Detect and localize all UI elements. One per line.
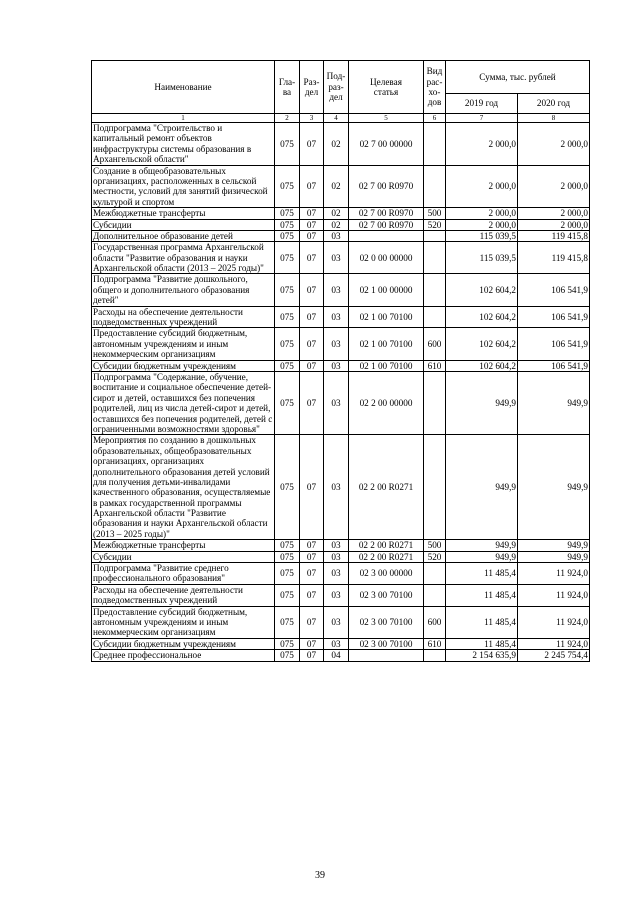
header-glava: Гла- ва — [275, 61, 300, 114]
row-celevaya-statya: 02 7 00 00000 — [349, 123, 424, 166]
row-amount-2019: 2 154 635,9 — [446, 650, 518, 661]
row-amount-2020: 119 415,8 — [518, 230, 590, 241]
row-razdel: 07 — [300, 208, 324, 219]
row-celevaya-statya: 02 1 00 00000 — [349, 274, 424, 306]
row-glava: 075 — [275, 165, 300, 208]
row-vid-rashodov: 610 — [424, 360, 446, 371]
table-row — [92, 360, 590, 371]
row-glava: 075 — [275, 551, 300, 562]
row-razdel: 07 — [300, 328, 324, 360]
row-name: Государственная программа Архангельской области "Развитие образования и науки Архангельской области (2013 – 2025 годы)" — [92, 242, 275, 274]
page-number: 39 — [315, 870, 325, 881]
row-podrazdel: 02 — [324, 208, 349, 219]
row-razdel: 07 — [300, 540, 324, 551]
row-razdel: 07 — [300, 123, 324, 166]
row-amount-2020: 106 541,9 — [518, 274, 590, 306]
row-podrazdel: 03 — [324, 551, 349, 562]
row-amount-2019: 11 485,4 — [446, 606, 518, 638]
row-glava: 075 — [275, 638, 300, 649]
row-razdel: 07 — [300, 165, 324, 208]
column-index: 2 — [275, 114, 300, 123]
row-podrazdel: 03 — [324, 328, 349, 360]
row-celevaya-statya: 02 1 00 70100 — [349, 306, 424, 328]
row-vid-rashodov — [424, 435, 446, 540]
row-amount-2020: 11 924,0 — [518, 606, 590, 638]
row-amount-2019: 949,9 — [446, 540, 518, 551]
row-podrazdel: 03 — [324, 242, 349, 274]
row-vid-rashodov — [424, 584, 446, 606]
row-celevaya-statya: 02 0 00 00000 — [349, 242, 424, 274]
row-razdel: 07 — [300, 435, 324, 540]
header-year-2020: 2020 год — [518, 94, 590, 114]
row-name: Подпрограмма "Развитие дошкольного, общего и дополнительного образования детей" — [92, 274, 275, 306]
column-index-row — [92, 114, 590, 123]
row-razdel: 07 — [300, 371, 324, 434]
row-amount-2019: 2 000,0 — [446, 123, 518, 166]
column-index: 6 — [424, 114, 446, 123]
column-index: 5 — [349, 114, 424, 123]
row-vid-rashodov: 610 — [424, 638, 446, 649]
column-index: 3 — [300, 114, 324, 123]
row-glava: 075 — [275, 435, 300, 540]
row-amount-2020: 949,9 — [518, 435, 590, 540]
row-podrazdel: 03 — [324, 638, 349, 649]
row-celevaya-statya: 02 1 00 70100 — [349, 360, 424, 371]
row-amount-2019: 102 604,2 — [446, 360, 518, 371]
row-vid-rashodov: 600 — [424, 328, 446, 360]
row-glava: 075 — [275, 274, 300, 306]
column-index: 1 — [92, 114, 275, 123]
row-glava: 075 — [275, 606, 300, 638]
row-podrazdel: 03 — [324, 540, 349, 551]
row-amount-2019: 2 000,0 — [446, 165, 518, 208]
row-razdel: 07 — [300, 563, 324, 585]
row-razdel: 07 — [300, 584, 324, 606]
row-vid-rashodov — [424, 230, 446, 241]
row-amount-2020: 106 541,9 — [518, 328, 590, 360]
row-glava: 075 — [275, 328, 300, 360]
row-amount-2020: 2 000,0 — [518, 123, 590, 166]
row-celevaya-statya: 02 3 00 00000 — [349, 563, 424, 585]
row-amount-2019: 949,9 — [446, 435, 518, 540]
row-name: Подпрограмма "Развитие среднего профессионального образования" — [92, 563, 275, 585]
row-podrazdel: 03 — [324, 306, 349, 328]
row-vid-rashodov: 520 — [424, 219, 446, 230]
table-row — [92, 274, 590, 306]
row-podrazdel: 03 — [324, 435, 349, 540]
row-celevaya-statya — [349, 650, 424, 661]
row-vid-rashodov: 500 — [424, 208, 446, 219]
row-name: Межбюджетные трансферты — [92, 208, 275, 219]
row-vid-rashodov — [424, 242, 446, 274]
table-body — [92, 123, 590, 662]
row-name: Расходы на обеспечение деятельности подведомственных учреждений — [92, 584, 275, 606]
budget-table — [91, 60, 590, 662]
row-amount-2020: 106 541,9 — [518, 360, 590, 371]
table-row — [92, 208, 590, 219]
row-podrazdel: 02 — [324, 219, 349, 230]
header-razdel: Раз- дел — [300, 61, 324, 114]
row-name: Мероприятия по созданию в дошкольных образовательных, общеобразовательных организациях, организациях дополнительного образования детей условий для получения детьми-инвалидами качественного образования, осуществляемые в рамках государственной программы Архангельской области "Развитие образования и науки Архангельской области (2013 – 2025 годы)" — [92, 435, 275, 540]
row-celevaya-statya: 02 2 00 R0271 — [349, 540, 424, 551]
row-podrazdel: 02 — [324, 123, 349, 166]
row-amount-2020: 11 924,0 — [518, 584, 590, 606]
row-amount-2019: 11 485,4 — [446, 563, 518, 585]
row-amount-2019: 949,9 — [446, 371, 518, 434]
row-glava: 075 — [275, 563, 300, 585]
table-row — [92, 165, 590, 208]
row-podrazdel: 03 — [324, 563, 349, 585]
row-celevaya-statya — [349, 230, 424, 241]
header-celevaya-statya: Целевая статья — [349, 61, 424, 114]
row-glava: 075 — [275, 360, 300, 371]
column-index: 8 — [518, 114, 590, 123]
row-razdel: 07 — [300, 638, 324, 649]
row-razdel: 07 — [300, 360, 324, 371]
header-podrazdel: Под- раз- дел — [324, 61, 349, 114]
table-row — [92, 306, 590, 328]
row-glava: 075 — [275, 242, 300, 274]
column-index: 7 — [446, 114, 518, 123]
row-vid-rashodov — [424, 371, 446, 434]
row-glava: 075 — [275, 123, 300, 166]
row-name: Создание в общеобразовательных организациях, расположенных в сельской местности, условий для занятий физической культурой и спортом — [92, 165, 275, 208]
row-celevaya-statya: 02 3 00 70100 — [349, 606, 424, 638]
row-celevaya-statya: 02 2 00 R0271 — [349, 435, 424, 540]
row-vid-rashodov — [424, 274, 446, 306]
row-amount-2020: 2 000,0 — [518, 208, 590, 219]
row-amount-2019: 102 604,2 — [446, 306, 518, 328]
table-row — [92, 435, 590, 540]
table-row — [92, 242, 590, 274]
row-name: Субсидии бюджетным учреждениям — [92, 638, 275, 649]
row-amount-2020: 949,9 — [518, 540, 590, 551]
row-celevaya-statya: 02 2 00 00000 — [349, 371, 424, 434]
row-amount-2019: 102 604,2 — [446, 328, 518, 360]
row-razdel: 07 — [300, 606, 324, 638]
row-razdel: 07 — [300, 551, 324, 562]
table-row — [92, 123, 590, 166]
row-amount-2019: 102 604,2 — [446, 274, 518, 306]
header-summa: Сумма, тыс. рублей — [446, 61, 590, 94]
table-row — [92, 638, 590, 649]
row-razdel: 07 — [300, 650, 324, 661]
table-row — [92, 551, 590, 562]
row-celevaya-statya: 02 3 00 70100 — [349, 584, 424, 606]
row-name: Дополнительное образование детей — [92, 230, 275, 241]
row-name: Субсидии — [92, 219, 275, 230]
row-name: Предоставление субсидий бюджетным, автономным учреждениям и иным некоммерческим организациям — [92, 606, 275, 638]
header-vid-rashodov: Вид рас- хо- дов — [424, 61, 446, 114]
header-year-2019: 2019 год — [446, 94, 518, 114]
row-name: Предоставление субсидий бюджетным, автономным учреждениям и иным некоммерческим организациям — [92, 328, 275, 360]
row-podrazdel: 03 — [324, 584, 349, 606]
row-amount-2019: 2 000,0 — [446, 219, 518, 230]
table-row — [92, 606, 590, 638]
row-name: Среднее профессиональное — [92, 650, 275, 661]
table-row — [92, 328, 590, 360]
row-podrazdel: 03 — [324, 606, 349, 638]
table-row — [92, 230, 590, 241]
row-amount-2020: 2 000,0 — [518, 219, 590, 230]
row-vid-rashodov — [424, 165, 446, 208]
column-index: 4 — [324, 114, 349, 123]
row-glava: 075 — [275, 230, 300, 241]
table-row — [92, 563, 590, 585]
row-glava: 075 — [275, 650, 300, 661]
row-glava: 075 — [275, 584, 300, 606]
row-podrazdel: 02 — [324, 165, 349, 208]
row-celevaya-statya: 02 7 00 R0970 — [349, 219, 424, 230]
row-name: Межбюджетные трансферты — [92, 540, 275, 551]
row-vid-rashodov — [424, 123, 446, 166]
row-name: Расходы на обеспечение деятельности подведомственных учреждений — [92, 306, 275, 328]
row-podrazdel: 03 — [324, 230, 349, 241]
row-amount-2019: 11 485,4 — [446, 584, 518, 606]
row-celevaya-statya: 02 3 00 70100 — [349, 638, 424, 649]
row-amount-2019: 115 039,5 — [446, 230, 518, 241]
row-amount-2019: 115 039,5 — [446, 242, 518, 274]
table-row — [92, 371, 590, 434]
row-celevaya-statya: 02 1 00 70100 — [349, 328, 424, 360]
row-amount-2020: 11 924,0 — [518, 563, 590, 585]
row-razdel: 07 — [300, 274, 324, 306]
row-podrazdel: 03 — [324, 371, 349, 434]
row-amount-2020: 106 541,9 — [518, 306, 590, 328]
row-glava: 075 — [275, 540, 300, 551]
row-glava: 075 — [275, 219, 300, 230]
row-podrazdel: 03 — [324, 274, 349, 306]
row-name: Подпрограмма "Строительство и капитальный ремонт объектов инфраструктуры системы образования в Архангельской области" — [92, 123, 275, 166]
row-amount-2019: 949,9 — [446, 551, 518, 562]
row-razdel: 07 — [300, 219, 324, 230]
row-podrazdel: 03 — [324, 360, 349, 371]
row-glava: 075 — [275, 306, 300, 328]
row-amount-2020: 949,9 — [518, 551, 590, 562]
row-vid-rashodov: 600 — [424, 606, 446, 638]
row-vid-rashodov — [424, 650, 446, 661]
row-vid-rashodov: 500 — [424, 540, 446, 551]
row-amount-2020: 119 415,8 — [518, 242, 590, 274]
row-vid-rashodov — [424, 563, 446, 585]
table-row — [92, 650, 590, 661]
row-vid-rashodov: 520 — [424, 551, 446, 562]
row-name: Субсидии бюджетным учреждениям — [92, 360, 275, 371]
row-vid-rashodov — [424, 306, 446, 328]
table-row — [92, 584, 590, 606]
header-name: Наименование — [92, 61, 275, 114]
row-amount-2019: 11 485,4 — [446, 638, 518, 649]
row-amount-2020: 2 000,0 — [518, 165, 590, 208]
table-row — [92, 219, 590, 230]
row-amount-2020: 949,9 — [518, 371, 590, 434]
row-glava: 075 — [275, 208, 300, 219]
row-razdel: 07 — [300, 230, 324, 241]
row-razdel: 07 — [300, 242, 324, 274]
row-podrazdel: 04 — [324, 650, 349, 661]
row-celevaya-statya: 02 2 00 R0271 — [349, 551, 424, 562]
row-amount-2020: 2 245 754,4 — [518, 650, 590, 661]
row-amount-2019: 2 000,0 — [446, 208, 518, 219]
row-razdel: 07 — [300, 306, 324, 328]
row-celevaya-statya: 02 7 00 R0970 — [349, 208, 424, 219]
row-name: Субсидии — [92, 551, 275, 562]
row-amount-2020: 11 924,0 — [518, 638, 590, 649]
row-name: Подпрограмма "Содержание, обучение, воспитание и социальное обеспечение детей-сирот и детей, оставшихся без попечения родителей, лиц из числа детей-сирот и детей, оставшихся без попечения родителей, детей с ограниченными возможностями здоровья" — [92, 371, 275, 434]
row-celevaya-statya: 02 7 00 R0970 — [349, 165, 424, 208]
table-row — [92, 540, 590, 551]
row-glava: 075 — [275, 371, 300, 434]
